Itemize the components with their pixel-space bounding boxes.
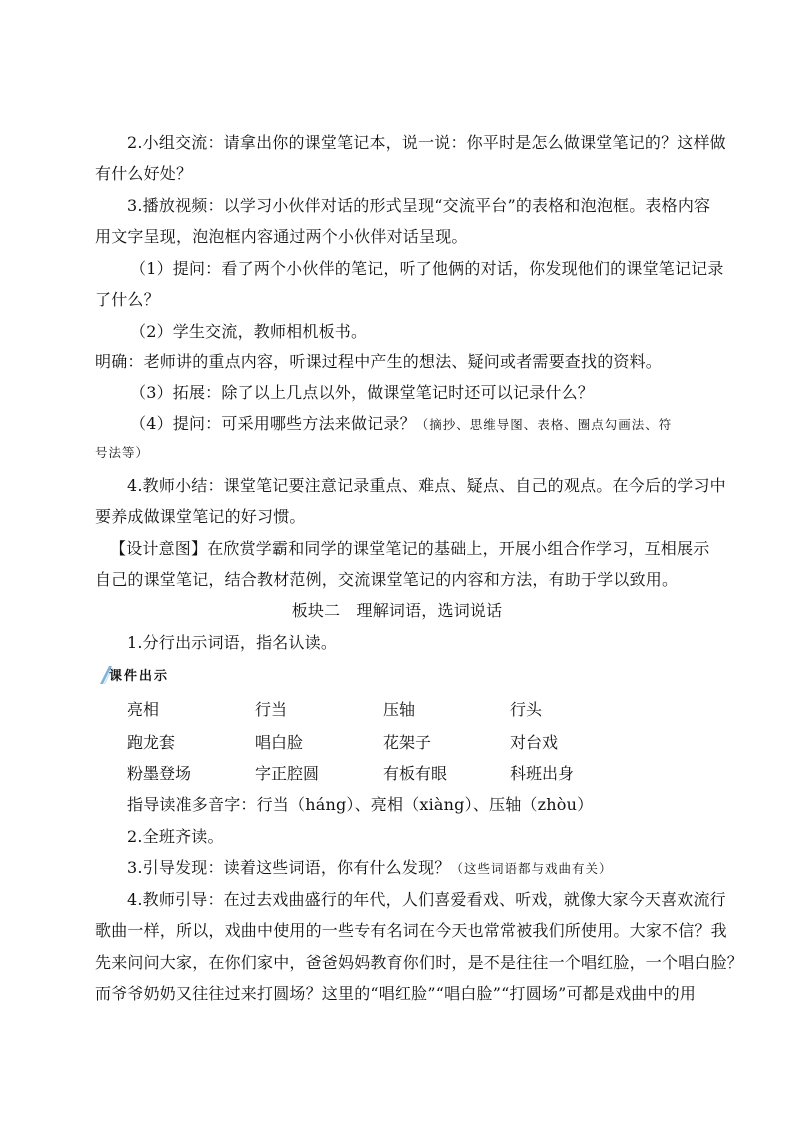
word-cell: 科班出身 bbox=[510, 764, 575, 783]
word-cell: 行头 bbox=[510, 700, 543, 719]
question-4-main: （4）提问：可采用哪些方法来做记录？ bbox=[130, 414, 416, 433]
word-cell: 花架子 bbox=[383, 733, 432, 752]
step-4-line-1: 4.教师引导：在过去戏曲盛行的年代，人们喜爱看戏、听戏，就像大家今天喜欢流行 bbox=[127, 890, 726, 909]
paragraph-4-line-2: 要养成做课堂笔记的好习惯。 bbox=[95, 507, 306, 526]
step-2: 2.全班齐读。 bbox=[127, 827, 224, 846]
pronunciation-guide: 指导读准多音字：行当（háng）、亮相（xiàng）、压轴（zhòu） bbox=[127, 795, 594, 814]
step-3-note: （这些词语都与戏曲有关） bbox=[450, 861, 613, 876]
paragraph-3-line-2: 用文字呈现，泡泡框内容通过两个小伙伴对话呈现。 bbox=[95, 227, 468, 246]
question-4-line-2: 号法等） bbox=[95, 445, 150, 460]
courseware-banner bbox=[95, 663, 215, 687]
question-4-line-1 bbox=[130, 408, 760, 440]
word-cell: 粉墨登场 bbox=[127, 764, 192, 783]
question-3: （3）拓展：除了以上几点以外，做课堂笔记时还可以记录什么？ bbox=[130, 383, 594, 402]
clarification: 明确：老师讲的重点内容，听课过程中产生的想法、疑问或者需要查找的资料。 bbox=[95, 352, 663, 371]
step-3 bbox=[127, 852, 727, 884]
question-1-line-2: 了什么？ bbox=[95, 290, 160, 309]
word-cell: 对台戏 bbox=[510, 733, 559, 752]
step-4-line-2: 歌曲一样，所以，戏曲中使用的一些专有名词在今天也常常被我们所使用。大家不信？我 bbox=[95, 921, 727, 940]
word-cell: 行当 bbox=[255, 700, 288, 719]
design-intent-line-2: 自己的课堂笔记，结合教材范例，交流课堂笔记的内容和方法，有助于学以致用。 bbox=[95, 570, 679, 589]
paragraph-2-line-2: 有什么好处？ bbox=[95, 164, 193, 183]
step-4-line-4: 而爷爷奶奶又往往过来打圆场？这里的“唱红脸”“唱白脸”“打圆场”可都是戏曲中的用 bbox=[95, 984, 697, 1003]
paragraph-4-line-1: 4.教师小结：课堂笔记要注意记录重点、难点、疑点、自己的观点。在今后的学习中 bbox=[127, 476, 726, 495]
step-3-main: 3.引导发现：读着这些词语，你有什么发现？ bbox=[127, 858, 451, 877]
question-2: （2）学生交流，教师相机板书。 bbox=[130, 322, 368, 341]
word-cell: 压轴 bbox=[383, 700, 416, 719]
word-cell: 跑龙套 bbox=[127, 733, 176, 752]
word-cell: 唱白脸 bbox=[255, 733, 304, 752]
banner-label: 课件出示 bbox=[109, 669, 170, 684]
section-title: 板块二 理解词语，选词说话 bbox=[291, 601, 503, 620]
question-4-note: （摘抄、思维导图、表格、圈点勾画法、符 bbox=[415, 417, 673, 432]
word-cell: 有板有眼 bbox=[383, 764, 448, 783]
design-intent-line-1: 【设计意图】在欣赏学霸和同学的课堂笔记的基础上，开展小组合作学习，互相展示 bbox=[110, 539, 710, 558]
question-1-line-1: （1）提问：看了两个小伙伴的笔记，听了他俩的对话，你发现他们的课堂笔记记录 bbox=[130, 259, 724, 278]
step-1: 1.分行出示词语，指名认读。 bbox=[127, 633, 338, 652]
paragraph-2-line-1: 2.小组交流：请拿出你的课堂笔记本，说一说：你平时是怎么做课堂笔记的？这样做 bbox=[127, 133, 726, 152]
paragraph-3-line-1: 3.播放视频：以学习小伙伴对话的形式呈现“交流平台”的表格和泡泡框。表格内容 bbox=[127, 196, 711, 215]
word-cell: 字正腔圆 bbox=[255, 764, 320, 783]
word-cell: 亮相 bbox=[127, 700, 160, 719]
step-4-line-3: 先来问问大家，在你们家中，爸爸妈妈教育你们时，是不是往往一个唱红脸，一个唱白脸？ bbox=[95, 953, 744, 972]
